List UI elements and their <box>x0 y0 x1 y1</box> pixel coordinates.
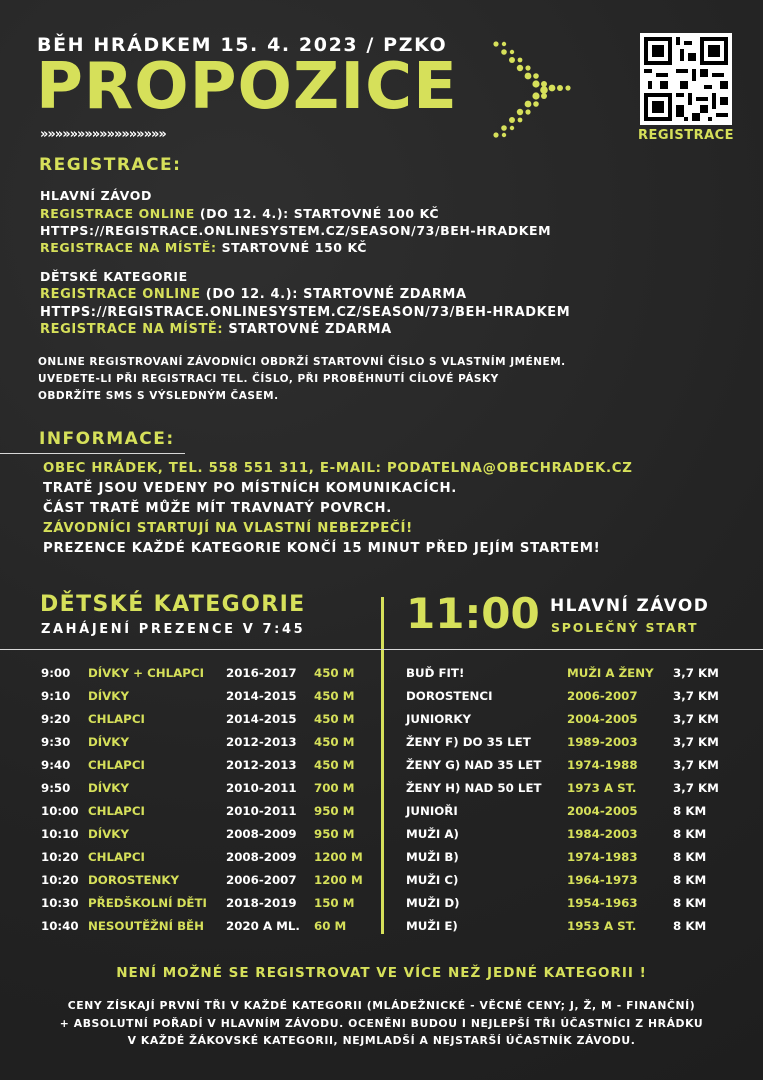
schedule-divider <box>381 597 384 934</box>
category: DOROSTENCI <box>406 689 493 703</box>
category: CHLAPCI <box>88 712 145 726</box>
distance: 3,7 KM <box>673 666 719 680</box>
registration-warning: NENÍ MOŽNÉ SE REGISTROVAT VE VÍCE NEŽ JEDNÉ KATEGORII ! <box>116 965 647 981</box>
kids-registration-url[interactable]: HTTPS://REGISTRACE.ONLINESYSTEM.CZ/SEASON/73/BEH-HRADKEM <box>40 305 571 320</box>
birth-years: 1989-2003 <box>567 735 638 749</box>
kids-onsite-text: STARTOVNÉ ZDARMA <box>223 322 392 337</box>
registration-heading: REGISTRACE: <box>39 155 182 175</box>
distance: 450 M <box>314 735 355 749</box>
note-line: UVEDETE-LI PŘI REGISTRACI TEL. ČÍSLO, PŘI PROBĚHNUTÍ CÍLOVÉ PÁSKY <box>38 373 499 385</box>
birth-years: 1973 A ST. <box>567 781 637 795</box>
distance: 1200 M <box>314 873 363 887</box>
info-line: ZÁVODNÍCI STARTUJÍ NA VLASTNÍ NEBEZPEČÍ! <box>43 521 413 536</box>
distance: 950 M <box>314 804 355 818</box>
distance: 150 M <box>314 896 355 910</box>
prize-line: + ABSOLUTNÍ POŘADÍ V HLAVNÍM ZÁVODU. OCENĚNI BUDOU I NEJLEPŠÍ TŘI ÚČASTNÍCI Z HRÁDKU <box>59 1016 704 1030</box>
category: CHLAPCI <box>88 850 145 864</box>
main-onsite-text: STARTOVNÉ 150 KČ <box>216 240 368 255</box>
start-time: 10:10 <box>41 827 79 841</box>
prizes-info <box>0 997 763 1050</box>
main-registration-url[interactable]: HTTPS://REGISTRACE.ONLINESYSTEM.CZ/SEASON/73/BEH-HRADKEM <box>40 223 552 238</box>
distance: 8 KM <box>673 827 707 841</box>
birth-years: 2006-2007 <box>567 689 638 703</box>
start-time: 9:30 <box>41 735 71 749</box>
birth-years: 2010-2011 <box>226 781 297 795</box>
birth-years: 1974-1983 <box>567 850 638 864</box>
category: MUŽI B) <box>406 850 459 864</box>
start-time: 9:20 <box>41 712 71 726</box>
start-time: 9:40 <box>41 758 71 772</box>
information-list <box>43 459 633 559</box>
start-time: 10:40 <box>41 919 79 933</box>
birth-years: 1964-1973 <box>567 873 638 887</box>
distance: 8 KM <box>673 873 707 887</box>
birth-years: 2018-2019 <box>226 896 297 910</box>
kids-onsite-line <box>40 321 392 339</box>
distance: 1200 M <box>314 850 363 864</box>
registration-note <box>38 354 566 405</box>
birth-years: 2004-2005 <box>567 804 638 818</box>
distance: 450 M <box>314 666 355 680</box>
birth-years: 2008-2009 <box>226 850 297 864</box>
category: DÍVKY <box>88 827 129 841</box>
birth-years: 2020 A ML. <box>226 919 300 933</box>
distance: 3,7 KM <box>673 689 719 703</box>
birth-years: 1953 A ST. <box>567 919 637 933</box>
main-race-label: HLAVNÍ ZÁVOD <box>40 188 152 203</box>
birth-years: 1984-2003 <box>567 827 638 841</box>
kids-registration-start: ZAHÁJENÍ PREZENCE V 7:45 <box>41 622 306 637</box>
main-online-text: (DO 12. 4.): STARTOVNÉ 100 KČ <box>194 206 440 221</box>
main-race-title: HLAVNÍ ZÁVOD <box>550 596 710 616</box>
category: DÍVKY <box>88 689 129 703</box>
start-time: 9:00 <box>41 666 71 680</box>
distance: 3,7 KM <box>673 758 719 772</box>
birth-years: 1954-1963 <box>567 896 638 910</box>
kids-race-label: DĚTSKÉ KATEGORIE <box>40 269 188 284</box>
qr-label: REGISTRACE <box>637 128 735 143</box>
prize-line: V KAŽDÉ ŽÁKOVSKÉ KATEGORII, NEJMLADŠÍ A NEJSTARŠÍ ÚČASTNÍK ZÁVODU. <box>127 1034 636 1047</box>
birth-years: 2012-2013 <box>226 758 297 772</box>
category: DOROSTENKY <box>88 873 180 887</box>
start-time: 10:30 <box>41 896 79 910</box>
info-line: PREZENCE KAŽDÉ KATEGORIE KONČÍ 15 MINUT PŘED JEJÍM STARTEM! <box>43 541 601 556</box>
distance: 450 M <box>314 758 355 772</box>
distance: 3,7 KM <box>673 712 719 726</box>
birth-years: MUŽI A ŽENY <box>567 666 654 680</box>
distance: 8 KM <box>673 850 707 864</box>
category: CHLAPCI <box>88 804 145 818</box>
kids-online-label: REGISTRACE ONLINE <box>40 287 201 302</box>
main-onsite-line <box>40 239 367 257</box>
chevron-divider: »»»»»»»»»»»»»»»»» <box>40 127 166 142</box>
distance: 950 M <box>314 827 355 841</box>
birth-years: 2004-2005 <box>567 712 638 726</box>
birth-years: 2008-2009 <box>226 827 297 841</box>
arrow-chevron-icon <box>490 38 580 138</box>
info-line: TRATĚ JSOU VEDENY PO MÍSTNÍCH KOMUNIKACÍCH. <box>43 481 458 496</box>
distance: 3,7 KM <box>673 735 719 749</box>
qr-code[interactable] <box>640 33 732 125</box>
category: DÍVKY <box>88 735 129 749</box>
main-online-line <box>40 205 439 223</box>
kids-online-line <box>40 286 467 304</box>
category: NESOUTĚŽNÍ BĚH <box>88 919 204 933</box>
birth-years: 2016-2017 <box>226 666 297 680</box>
main-race-time: 11:00 <box>406 589 540 638</box>
kids-online-text: (DO 12. 4.): STARTOVNÉ ZDARMA <box>200 287 467 302</box>
category: ŽENY F) DO 35 LET <box>406 735 531 749</box>
category: JUNIORKY <box>406 712 472 726</box>
start-time: 10:20 <box>41 873 79 887</box>
start-time: 10:20 <box>41 850 79 864</box>
category: DÍVKY <box>88 781 129 795</box>
start-time: 10:00 <box>41 804 79 818</box>
info-divider <box>0 453 185 454</box>
birth-years: 2012-2013 <box>226 735 297 749</box>
main-onsite-label: REGISTRACE NA MÍSTĚ: <box>40 240 217 255</box>
kids-onsite-label: REGISTRACE NA MÍSTĚ: <box>40 322 224 337</box>
birth-years: 1974-1988 <box>567 758 638 772</box>
info-line: ČÁST TRATĚ MŮŽE MÍT TRAVNATÝ POVRCH. <box>43 501 392 516</box>
kids-categories-title: DĚTSKÉ KATEGORIE <box>40 592 306 617</box>
note-line: ONLINE REGISTROVANÍ ZÁVODNÍCI OBDRŽÍ STARTOVNÍ ČÍSLO S VLASTNÍM JMÉNEM. <box>38 356 566 368</box>
page-title: PROPOZICE <box>36 50 458 124</box>
distance: 3,7 KM <box>673 781 719 795</box>
main-race-subtitle: SPOLEČNÝ START <box>551 620 699 635</box>
note-line: OBDRŽÍTE SMS S VÝSLEDNÝM ČASEM. <box>38 390 279 402</box>
category: CHLAPCI <box>88 758 145 772</box>
distance: 8 KM <box>673 804 707 818</box>
category: BUĎ FIT! <box>406 666 465 680</box>
category: MUŽI E) <box>406 919 458 933</box>
qr-code-icon <box>640 33 732 125</box>
birth-years: 2010-2011 <box>226 804 297 818</box>
category: MUŽI D) <box>406 896 460 910</box>
distance: 60 M <box>314 919 347 933</box>
schedule-top-divider <box>0 649 763 650</box>
prize-line: CENY ZÍSKAJÍ PRVNÍ TŘI V KAŽDÉ KATEGORII (MLÁDEŽNICKÉ - VĚCNÉ CENY; J, Ž, M - FINANČNÍ) <box>67 999 696 1012</box>
distance: 8 KM <box>673 896 707 910</box>
category: JUNIOŘI <box>406 804 458 818</box>
category: ŽENY G) NAD 35 LET <box>406 758 542 772</box>
category: MUŽI A) <box>406 827 459 841</box>
birth-years: 2006-2007 <box>226 873 297 887</box>
birth-years: 2014-2015 <box>226 712 297 726</box>
info-contact: OBEC HRÁDEK, TEL. 558 551 311, E-MAIL: PODATELNA@OBECHRADEK.CZ <box>43 461 633 476</box>
category: PŘEDŠKOLNÍ DĚTI <box>88 896 207 910</box>
start-time: 9:50 <box>41 781 71 795</box>
distance: 700 M <box>314 781 355 795</box>
category: ŽENY H) NAD 50 LET <box>406 781 542 795</box>
event-subtitle: BĚH HRÁDKEM 15. 4. 2023 / PZKO <box>37 34 448 56</box>
information-heading: INFORMACE: <box>39 429 175 449</box>
distance: 8 KM <box>673 919 707 933</box>
category: MUŽI C) <box>406 873 459 887</box>
main-online-label: REGISTRACE ONLINE <box>40 206 195 221</box>
category: DÍVKY + CHLAPCI <box>88 666 204 680</box>
distance: 450 M <box>314 712 355 726</box>
birth-years: 2014-2015 <box>226 689 297 703</box>
distance: 450 M <box>314 689 355 703</box>
start-time: 9:10 <box>41 689 71 703</box>
